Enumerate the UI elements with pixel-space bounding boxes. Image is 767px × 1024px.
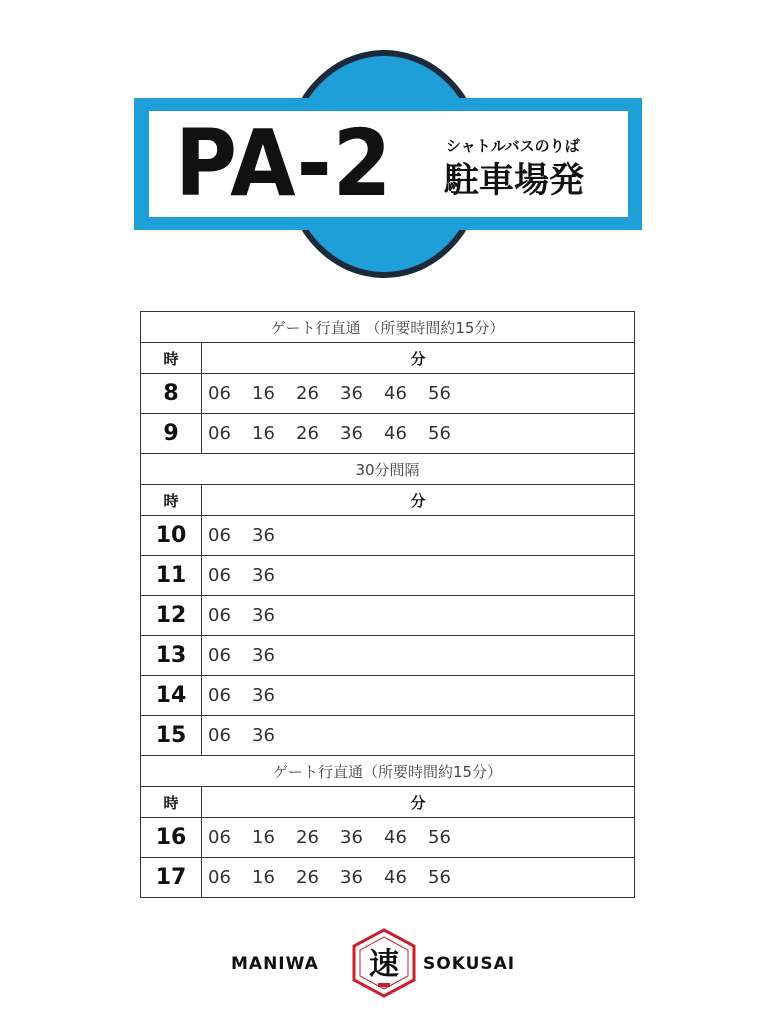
hour-column-header: 時	[141, 343, 202, 374]
column-header-row	[141, 343, 635, 374]
departure-minute: 16	[252, 423, 275, 444]
departure-minute: 06	[208, 685, 231, 706]
departure-minute: 36	[252, 605, 275, 626]
minutes-cell	[202, 818, 635, 858]
minutes-cell	[202, 374, 635, 414]
minutes-cell	[202, 516, 635, 556]
brand-name-left: MANIWA	[231, 954, 319, 974]
departure-minute: 06	[208, 867, 231, 888]
departure-minute: 16	[252, 867, 275, 888]
minutes-cell	[202, 596, 635, 636]
departure-minute: 06	[208, 605, 231, 626]
departure-minute: 06	[208, 645, 231, 666]
hour-cell: 17	[141, 858, 202, 898]
hour-cell: 14	[141, 676, 202, 716]
minutes-cell	[202, 716, 635, 756]
stop-title: 駐車場発	[444, 161, 585, 201]
minute-column-header: 分	[202, 485, 635, 516]
departure-minute: 56	[428, 827, 451, 848]
departure-minute: 16	[252, 827, 275, 848]
hour-cell: 12	[141, 596, 202, 636]
section-title-row	[141, 756, 635, 787]
timetable	[140, 311, 635, 898]
table-row	[141, 414, 635, 454]
section-title: ゲート行直通（所要時間約15分）	[141, 756, 635, 787]
hour-column-header: 時	[141, 787, 202, 818]
minutes-cell	[202, 556, 635, 596]
departure-minute: 36	[340, 383, 363, 404]
hour-cell: 10	[141, 516, 202, 556]
departure-minute: 06	[208, 725, 231, 746]
minute-column-header: 分	[202, 343, 635, 374]
brand-name-right: SOKUSAI	[423, 954, 516, 974]
departure-minute: 06	[208, 383, 231, 404]
minutes-cell	[202, 858, 635, 898]
departure-minute: 06	[208, 525, 231, 546]
departure-minute: 06	[208, 827, 231, 848]
departure-minute: 06	[208, 565, 231, 586]
departure-minute: 56	[428, 383, 451, 404]
hour-cell: 16	[141, 818, 202, 858]
departure-minute: 26	[296, 867, 319, 888]
departure-minute: 36	[252, 565, 275, 586]
departure-minute: 46	[384, 867, 407, 888]
hour-column-header: 時	[141, 485, 202, 516]
hour-cell: 8	[141, 374, 202, 414]
departure-minute: 26	[296, 827, 319, 848]
table-row	[141, 818, 635, 858]
hour-cell: 11	[141, 556, 202, 596]
departure-minute: 36	[340, 423, 363, 444]
departure-minute: 46	[384, 423, 407, 444]
departure-minute: 36	[252, 725, 275, 746]
hour-cell: 13	[141, 636, 202, 676]
minutes-cell	[202, 414, 635, 454]
departure-minute: 06	[208, 423, 231, 444]
departure-minute: 26	[296, 423, 319, 444]
minutes-cell	[202, 676, 635, 716]
stop-code: PA-2	[175, 110, 393, 217]
table-row	[141, 716, 635, 756]
departure-minute: 56	[428, 867, 451, 888]
departure-minute: 46	[384, 383, 407, 404]
table-row	[141, 636, 635, 676]
table-row	[141, 858, 635, 898]
column-header-row	[141, 787, 635, 818]
departure-minute: 36	[252, 525, 275, 546]
sokusai-logo	[351, 928, 417, 998]
section-title: ゲート行直通 （所要時間約15分）	[141, 312, 635, 343]
table-row	[141, 676, 635, 716]
section-title-row	[141, 454, 635, 485]
departure-minute: 46	[384, 827, 407, 848]
departure-minute: 36	[340, 867, 363, 888]
minute-column-header: 分	[202, 787, 635, 818]
departure-minute: 26	[296, 383, 319, 404]
departure-minute: 56	[428, 423, 451, 444]
hour-cell: 15	[141, 716, 202, 756]
column-header-row	[141, 485, 635, 516]
stop-subtitle: シャトルバスのりば	[446, 137, 580, 155]
section-title-row	[141, 312, 635, 343]
departure-minute: 36	[340, 827, 363, 848]
departure-minute: 16	[252, 383, 275, 404]
table-row	[141, 516, 635, 556]
table-row	[141, 596, 635, 636]
table-row	[141, 374, 635, 414]
departure-minute: 36	[252, 685, 275, 706]
logo-glyph: 速	[369, 947, 399, 982]
minutes-cell	[202, 636, 635, 676]
hour-cell: 9	[141, 414, 202, 454]
table-row	[141, 556, 635, 596]
section-title: 30分間隔	[141, 454, 635, 485]
departure-minute: 36	[252, 645, 275, 666]
